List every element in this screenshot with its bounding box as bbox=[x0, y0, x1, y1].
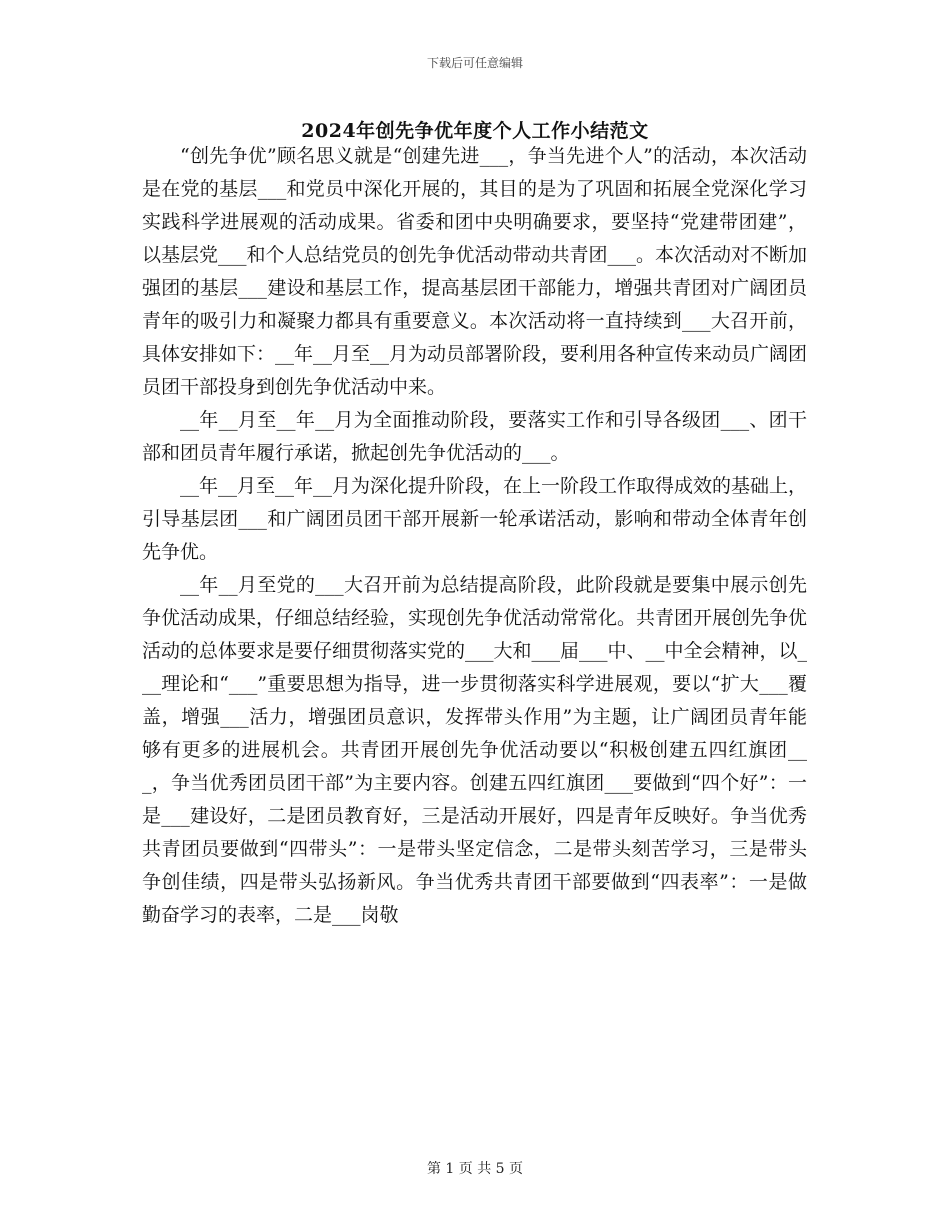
paragraph-2: __年__月至__年__月为全面推动阶段，要落实工作和引导各级团___、团干部和团员青年履行承诺，掀起创先争优活动的___。 bbox=[142, 409, 807, 464]
paragraph-3: __年__月至__年__月为深化提升阶段，在上一阶段工作取得成效的基础上，引导基层团___和广阔团员团干部开展新一轮承诺活动，影响和带动全体青年创先争优。 bbox=[142, 475, 808, 563]
paragraph-1: “创先争优”顾名思义就是“创建先进___，争当先进个人”的活动，本次活动是在党的基层___和党员中深化开展的，其目的是为了巩固和拓展全党深化学习实践科学进展观的活动成果。省委和团中央明确要求，要坚持“党建带团建”，以基层党___和个人总结党员的创先争优活动带动共青团___。本次活动对不断加强团的基层___建设和基层工作，提高基层团干部能力，增强共青团对广阔团员青年的吸引力和凝聚力都具有重要意义。本次活动将一直持续到___大召开前，具体安排如下：__年__月至__月为动员部署阶段，要利用各种宣传来动员广阔团员团干部投身到创先争优活动中来。 bbox=[142, 145, 808, 398]
document-title: 2024年创先争优年度个人工作小结范文 bbox=[301, 120, 649, 142]
document-body bbox=[142, 140, 807, 932]
page-number: 第 1 页 共 5 页 bbox=[426, 1161, 524, 1177]
page-header-note: 下载后可任意编辑 bbox=[426, 56, 523, 70]
paragraph-4: __年__月至党的___大召开前为总结提高阶段，此阶段就是要集中展示创先争优活动成果，仔细总结经验，实现创先争优活动常常化。共青团开展创先争优活动的总体要求是要仔细贯彻落实党的___大和___届___中、__中全会精神，以___理论和“___”重要思想为指导，进一步贯彻落实科学进展观，要以“扩大___覆盖，增强___活力，增强团员意识，发挥带头作用”为主题，让广阔团员青年能够有更多的进展机会。共青团开展创先争优活动要以“积极创建五四红旗团___，争当优秀团员团干部”为主要内容。创建五四红旗团___要做到“四个好”：一是___建设好，二是团员教育好，三是活动开展好，四是青年反映好。争当优秀共青团员要做到“四带头”：一是带头坚定信念，二是带头刻苦学习，三是带头争创佳绩，四是带头弘扬新风。争当优秀共青团干部要做到“四表率”：一是做勤奋学习的表率，二是___岗敬 bbox=[142, 574, 808, 926]
